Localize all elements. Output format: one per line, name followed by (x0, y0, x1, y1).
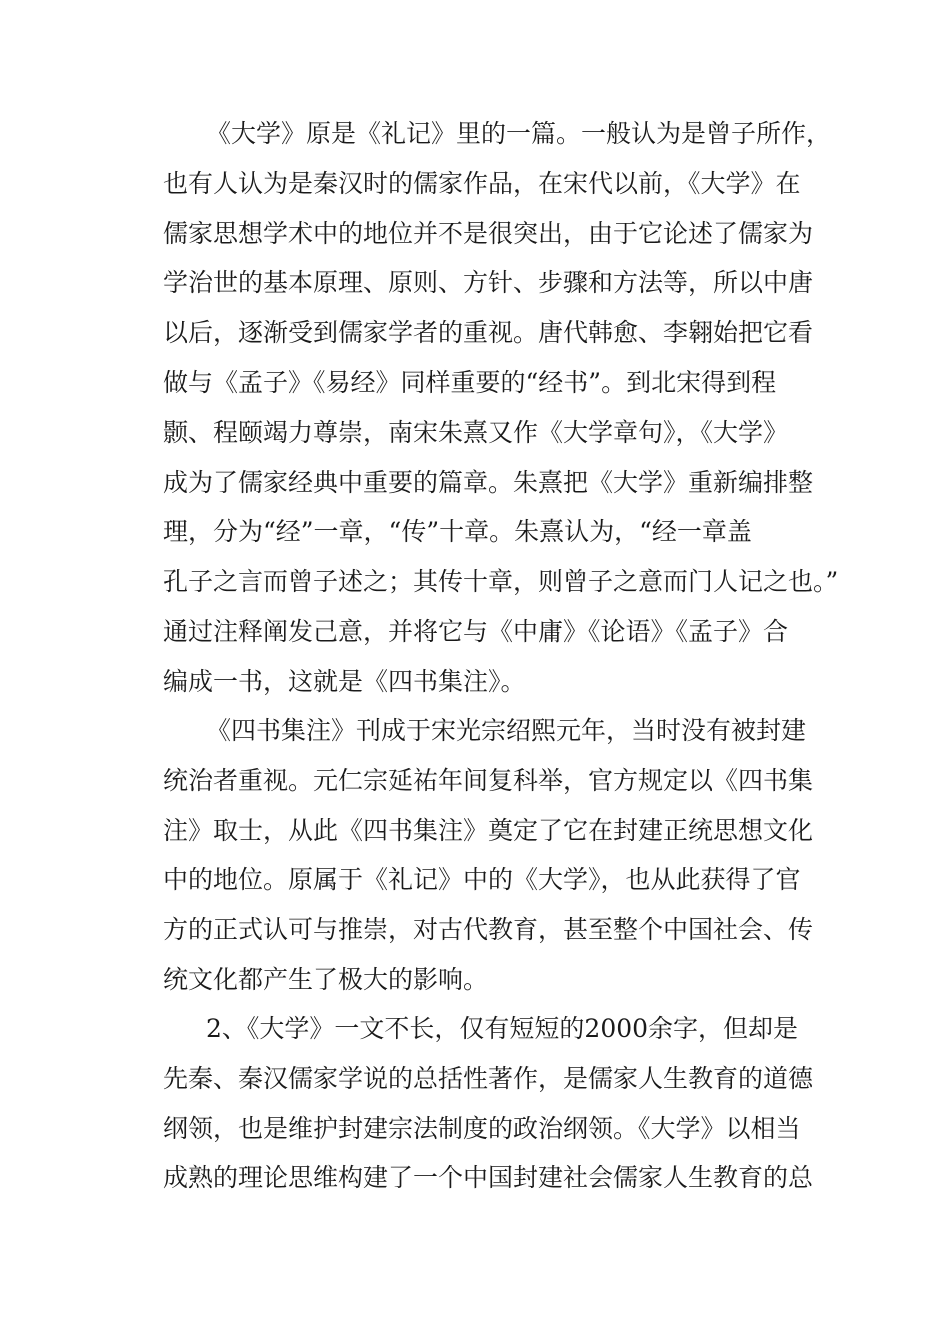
text-line: 理，分为“经”一章，“传”十章。朱熹认为，“经一章盖 (163, 517, 752, 547)
text-line: 儒家思想学术中的地位并不是很突出，由于它论述了儒家为 (163, 218, 814, 248)
text-line: 编成一书，这就是《四书集注》。 (163, 666, 526, 696)
text-line: 以后，逐渐受到儒家学者的重视。唐代韩愈、李翱始把它看 (163, 318, 814, 348)
text-line: 做与《孟子》《易经》同样重要的“经书”。到北宋得到程 (163, 367, 777, 397)
text-line: 成为了儒家经典中重要的篇章。朱熹把《大学》重新编排整 (163, 467, 814, 497)
text-line: 统治者重视。元仁宗延祐年间复科举，官方规定以《四书集 (163, 765, 814, 795)
text-line: 也有人认为是秦汉时的儒家作品，在宋代以前，《大学》在 (163, 168, 801, 198)
paragraph-3 (163, 1004, 813, 1203)
text-line: 颢、程颐竭力尊崇，南宋朱熹又作《大学章句》，《大学》 (163, 417, 789, 447)
text-line: 孔子之言而曾子述之；其传十章，则曾子之意而门人记之也。” (163, 567, 839, 597)
text-line: 先秦、秦汉儒家学说的总括性著作，是儒家人生教育的道德 (163, 1063, 814, 1093)
text-line: 纲领，也是维护封建宗法制度的政治纲领。《大学》以相当 (163, 1113, 801, 1143)
text-line: 通过注释阐发己意，并将它与《中庸》《论语》《孟子》合 (163, 616, 789, 646)
paragraph-2 (163, 706, 813, 1005)
paragraph-1 (163, 109, 838, 707)
text-line: 方的正式认可与推崇，对古代教育，甚至整个中国社会、传 (163, 915, 814, 945)
text-line: 注》取士，从此《四书集注》奠定了它在封建正统思想文化 (163, 815, 814, 845)
text-line: 学治世的基本原理、原则、方针、步骤和方法等，所以中唐 (163, 268, 814, 298)
text-line: 2、《大学》一文不长，仅有短短的2000余字，但却是 (206, 1014, 799, 1043)
text-line: 《大学》原是《礼记》里的一篇。一般认为是曾子所作， (206, 119, 832, 148)
text-line: 统文化都产生了极大的影响。 (163, 964, 489, 994)
text-line: 成熟的理论思维构建了一个中国封建社会儒家人生教育的总 (163, 1163, 814, 1193)
text-line: 《四书集注》刊成于宋光宗绍熙元年，当时没有被封建 (206, 716, 807, 745)
text-line: 中的地位。原属于《礼记》中的《大学》，也从此获得了官 (163, 865, 801, 895)
